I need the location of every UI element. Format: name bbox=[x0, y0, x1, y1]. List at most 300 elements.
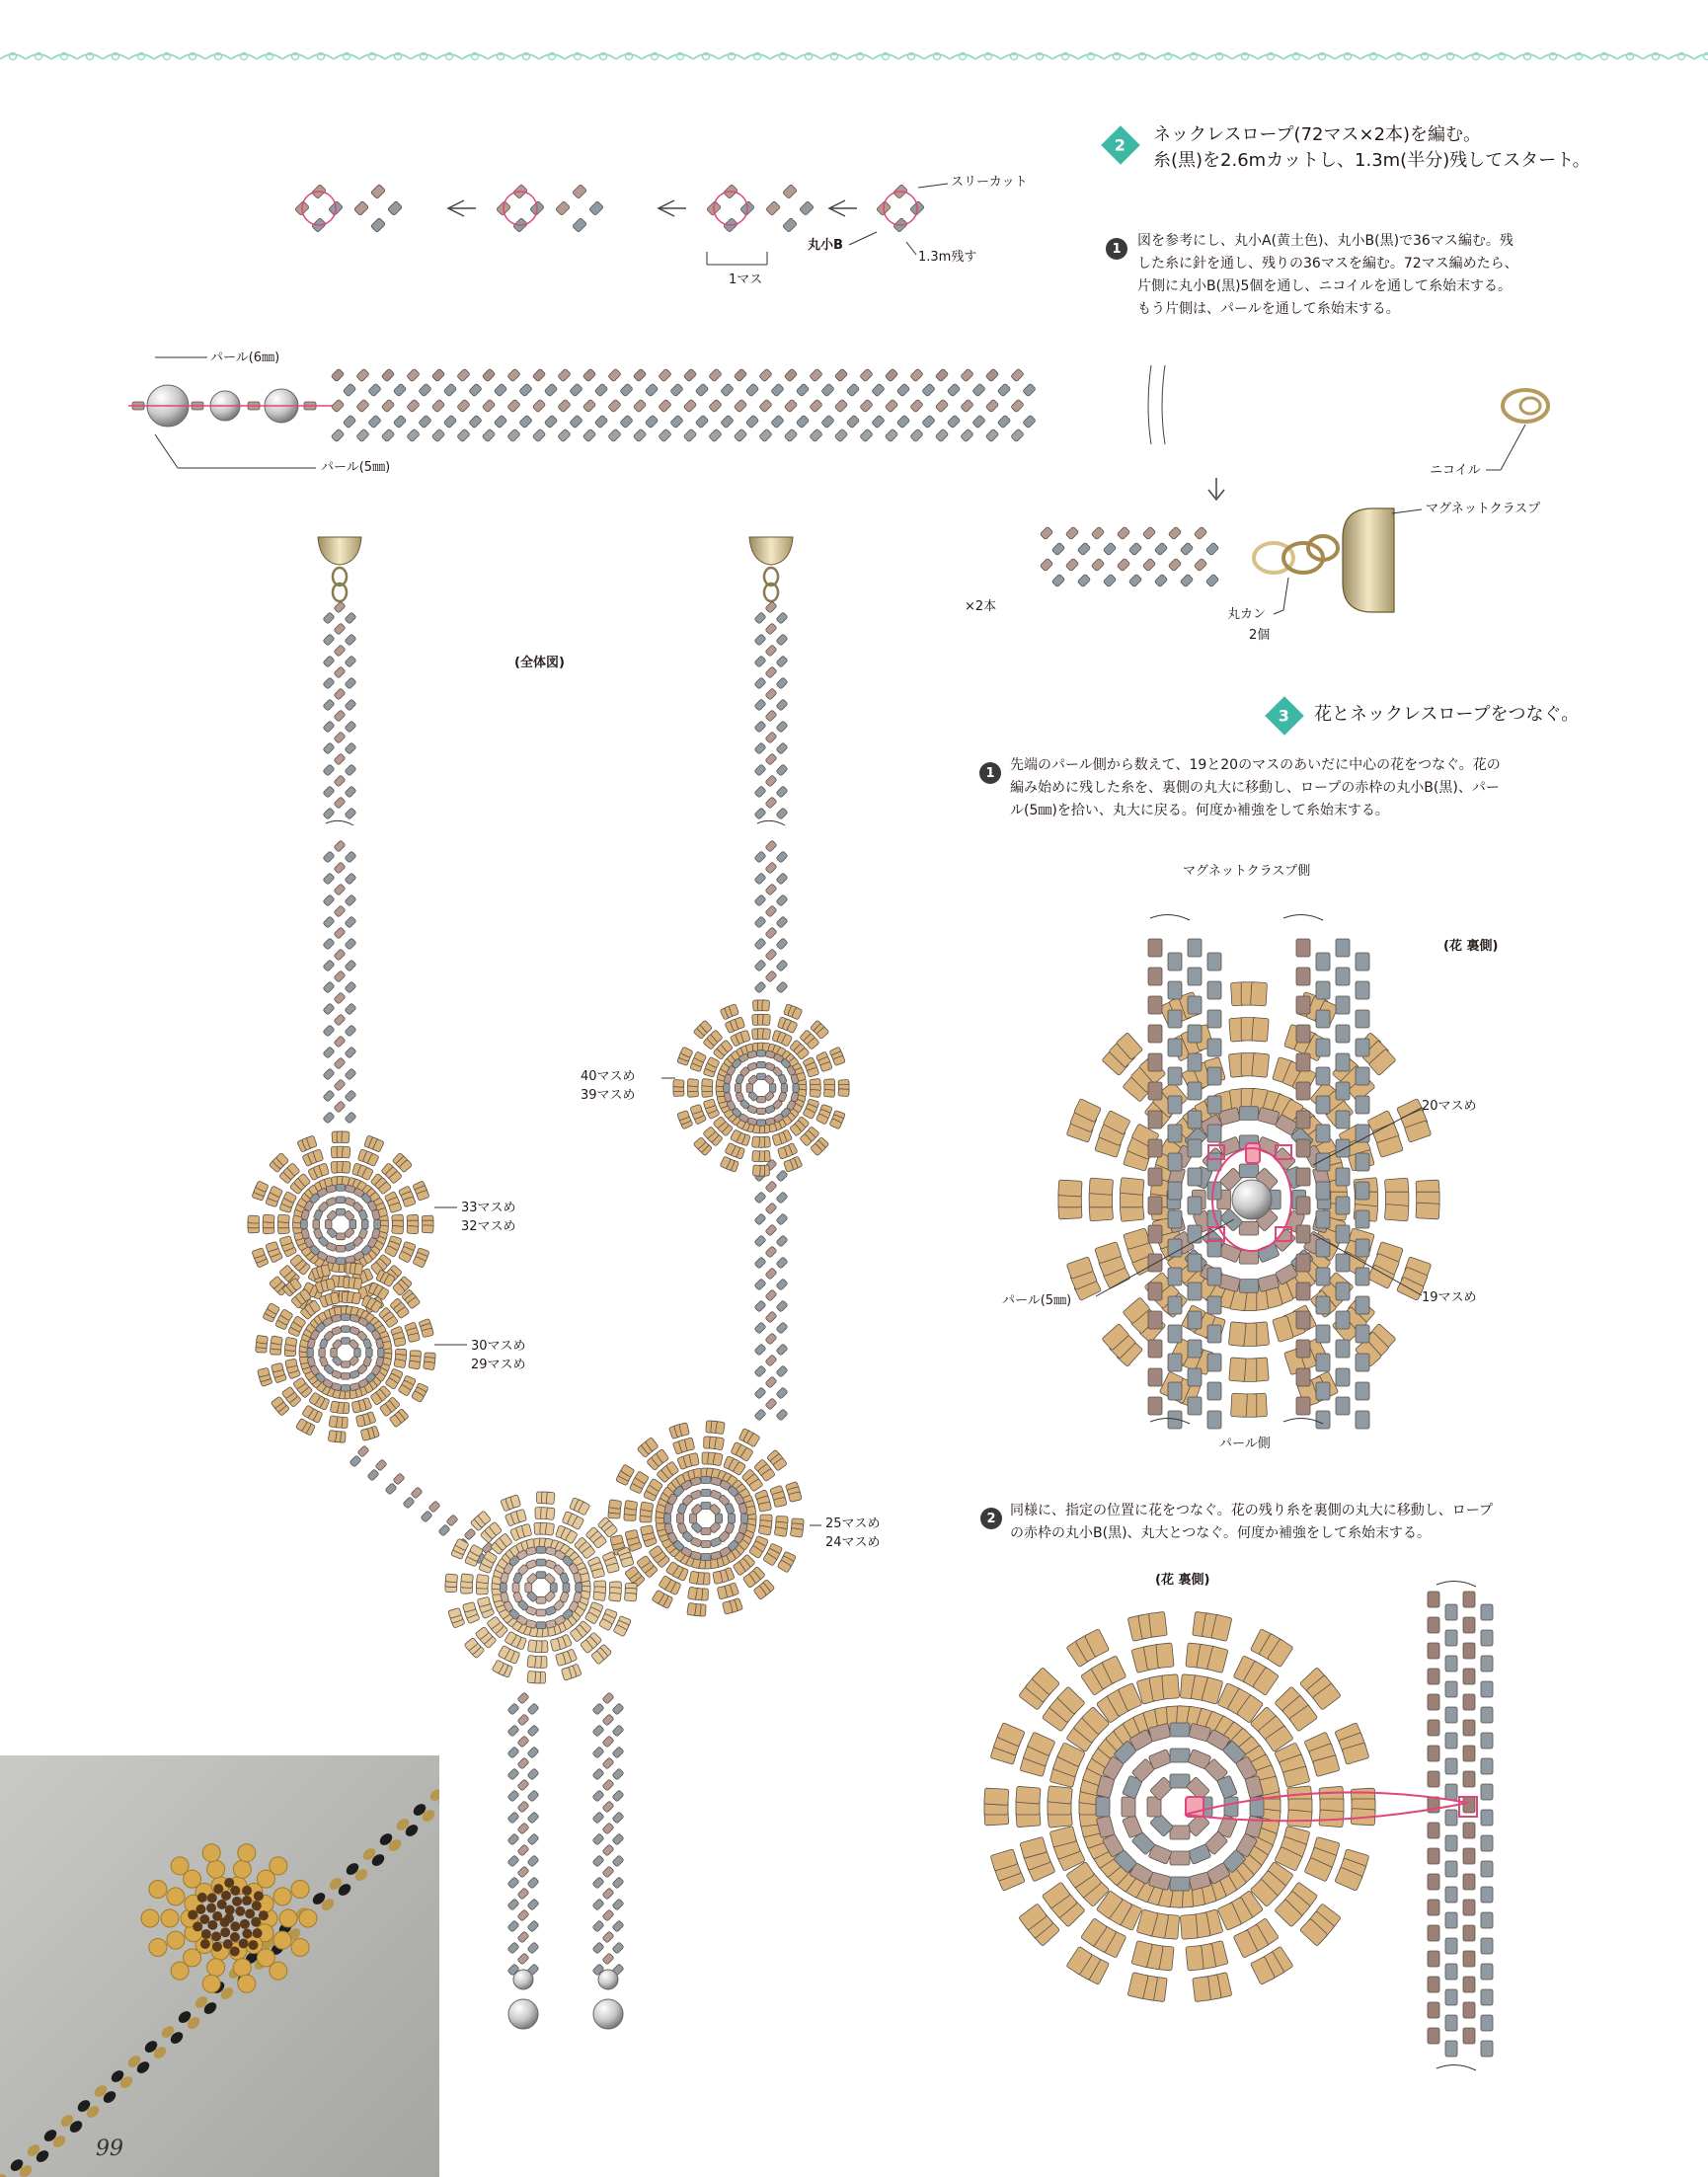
bead bbox=[1336, 1283, 1350, 1300]
bead bbox=[527, 1703, 539, 1715]
bead bbox=[1156, 1643, 1174, 1668]
bead bbox=[1445, 1887, 1457, 1903]
bead bbox=[517, 1953, 529, 1965]
bead bbox=[1194, 558, 1206, 571]
step3-sub1-line: 先端のパール側から数えて、19と20のマスのあいだに中心の花をつなぐ。花の bbox=[1010, 757, 1501, 773]
bead bbox=[1316, 1210, 1330, 1228]
bead bbox=[1481, 1681, 1493, 1697]
photo-petal bbox=[167, 1931, 185, 1949]
photo-center bbox=[232, 1897, 242, 1906]
step2-number-badge: 2 bbox=[1101, 125, 1140, 165]
bead bbox=[754, 1322, 766, 1334]
bead bbox=[776, 612, 788, 624]
bead bbox=[1428, 1720, 1439, 1736]
bead bbox=[1481, 1835, 1493, 1851]
photo-center bbox=[212, 1942, 222, 1952]
bead bbox=[776, 656, 788, 667]
bead bbox=[754, 1213, 766, 1225]
sample-photo bbox=[0, 1755, 439, 2177]
bead bbox=[922, 383, 935, 396]
bead bbox=[972, 415, 985, 428]
step2-sub1-line: もう片側は、パールを通して糸始末する。 bbox=[1137, 301, 1400, 317]
bead bbox=[271, 1336, 282, 1345]
bead bbox=[1356, 981, 1369, 999]
bead bbox=[1142, 558, 1155, 571]
bead bbox=[1065, 558, 1078, 571]
bead bbox=[1428, 1746, 1439, 1761]
bead bbox=[592, 1855, 604, 1867]
bead bbox=[431, 399, 444, 412]
bead bbox=[1356, 1153, 1369, 1171]
bead bbox=[709, 368, 722, 381]
bead bbox=[1428, 1951, 1439, 1967]
photo-center bbox=[213, 1884, 223, 1894]
bead bbox=[345, 721, 356, 733]
bead bbox=[1445, 1989, 1457, 2005]
bead bbox=[721, 415, 734, 428]
label-one-masu: 1マス bbox=[729, 272, 763, 287]
bead bbox=[1048, 1786, 1072, 1804]
bead bbox=[1428, 1977, 1439, 1992]
bead bbox=[1180, 1914, 1198, 1939]
bead bbox=[345, 1025, 356, 1037]
bead bbox=[872, 415, 885, 428]
bead bbox=[323, 851, 335, 863]
photo-petal bbox=[273, 1931, 291, 1949]
bead bbox=[527, 1942, 539, 1954]
bead bbox=[766, 201, 781, 216]
bead bbox=[758, 1502, 771, 1512]
bead bbox=[1356, 1182, 1369, 1200]
bead bbox=[1207, 1296, 1221, 1314]
bead bbox=[1316, 1411, 1330, 1429]
bead bbox=[1428, 1900, 1439, 1915]
step2-sub1-line: した糸に針を通し、残りの36マスを編む。72マス編めたら、 bbox=[1137, 256, 1518, 272]
bead bbox=[1168, 1239, 1182, 1257]
bead bbox=[910, 428, 923, 441]
bead bbox=[1148, 1082, 1162, 1100]
bead bbox=[476, 1574, 489, 1583]
bead bbox=[1148, 1225, 1162, 1243]
bead bbox=[443, 415, 456, 428]
bead bbox=[1336, 1168, 1350, 1186]
bead bbox=[345, 786, 356, 798]
bead bbox=[765, 927, 777, 939]
bead bbox=[765, 688, 777, 700]
bead bbox=[754, 612, 766, 624]
bead bbox=[776, 677, 788, 689]
bead bbox=[1205, 574, 1218, 586]
bead bbox=[793, 1084, 799, 1093]
bead bbox=[507, 1920, 519, 1932]
bead bbox=[323, 721, 335, 733]
bead bbox=[1316, 1010, 1330, 1028]
bead bbox=[1463, 1900, 1475, 1915]
arrow-down-icon bbox=[1208, 478, 1224, 500]
bead bbox=[734, 428, 746, 441]
bead bbox=[582, 399, 595, 412]
bead bbox=[345, 699, 356, 711]
bead bbox=[602, 1779, 614, 1791]
break-mark bbox=[1162, 365, 1165, 444]
bead bbox=[1445, 1707, 1457, 1723]
bead bbox=[1296, 1340, 1310, 1358]
bead bbox=[754, 786, 766, 798]
flower bbox=[608, 1421, 804, 1616]
bead bbox=[612, 1812, 624, 1824]
leader-line bbox=[155, 434, 178, 468]
bead bbox=[592, 1833, 604, 1845]
bead bbox=[1194, 526, 1206, 539]
bead bbox=[776, 1300, 788, 1312]
bead bbox=[1154, 542, 1167, 555]
bead bbox=[776, 699, 788, 711]
bead bbox=[1296, 1053, 1310, 1071]
bead bbox=[1445, 1938, 1457, 1954]
bead bbox=[1207, 1325, 1221, 1343]
bead bbox=[690, 1490, 702, 1500]
bead bbox=[612, 1877, 624, 1889]
bead bbox=[334, 666, 346, 678]
bead bbox=[354, 1348, 360, 1357]
bead bbox=[1091, 526, 1104, 539]
bead bbox=[757, 1073, 766, 1079]
bead bbox=[331, 428, 344, 441]
bead bbox=[330, 1401, 339, 1413]
bead bbox=[1428, 1771, 1439, 1787]
bead bbox=[624, 1593, 637, 1601]
bead bbox=[734, 399, 746, 412]
bead bbox=[770, 1084, 776, 1093]
bead bbox=[345, 873, 356, 885]
bead bbox=[1356, 1039, 1369, 1056]
bead bbox=[256, 1335, 268, 1344]
photo-petal bbox=[141, 1909, 159, 1927]
bead bbox=[345, 742, 356, 754]
bead bbox=[349, 1369, 360, 1378]
bead bbox=[1336, 1340, 1350, 1358]
bead bbox=[754, 1257, 766, 1269]
leader-line bbox=[1274, 610, 1283, 614]
bead bbox=[659, 399, 671, 412]
bead bbox=[896, 415, 909, 428]
bead bbox=[745, 383, 758, 396]
bead bbox=[334, 710, 346, 722]
bead bbox=[985, 368, 998, 381]
overall-title: (全体図) bbox=[514, 656, 565, 670]
bead bbox=[1117, 558, 1129, 571]
bead bbox=[527, 1656, 536, 1669]
bead bbox=[374, 1219, 381, 1229]
bead bbox=[527, 1920, 539, 1932]
bead bbox=[947, 415, 960, 428]
photo-petal bbox=[291, 1880, 309, 1898]
bead bbox=[776, 1192, 788, 1204]
bead bbox=[1168, 558, 1181, 571]
bead bbox=[527, 1855, 539, 1867]
photo-petal bbox=[273, 1888, 291, 1905]
bead bbox=[507, 1855, 519, 1867]
pearl bbox=[508, 1999, 538, 2029]
bead bbox=[765, 753, 777, 765]
bead bbox=[821, 383, 834, 396]
bead bbox=[357, 1445, 369, 1457]
bead bbox=[323, 808, 335, 819]
bead bbox=[407, 1225, 419, 1233]
bead bbox=[612, 1920, 624, 1932]
bead bbox=[544, 383, 557, 396]
bead bbox=[527, 1671, 536, 1683]
step3-sub1-line: 編み始めに残した糸を、裏側の丸大に移動し、ロープの赤枠の丸小B(黒)、パー bbox=[1010, 780, 1500, 796]
bead bbox=[536, 1559, 546, 1566]
bead bbox=[765, 1376, 777, 1388]
bead bbox=[1077, 574, 1090, 586]
bead bbox=[323, 634, 335, 646]
bead bbox=[1148, 1368, 1162, 1386]
bead bbox=[1445, 1681, 1457, 1697]
bead bbox=[1356, 1096, 1369, 1114]
bead bbox=[527, 1747, 539, 1758]
bead bbox=[345, 808, 356, 819]
bead bbox=[765, 1203, 777, 1214]
bead bbox=[1296, 1197, 1310, 1214]
bead bbox=[517, 1866, 529, 1878]
bead bbox=[1162, 1674, 1180, 1699]
bead bbox=[645, 415, 658, 428]
bead bbox=[469, 415, 482, 428]
bead bbox=[961, 399, 973, 412]
bead bbox=[1316, 1125, 1330, 1142]
bead bbox=[602, 1757, 614, 1769]
bead bbox=[1445, 1912, 1457, 1928]
step3-sub2-badge: 2 bbox=[980, 1508, 1002, 1529]
bead bbox=[896, 383, 909, 396]
bead bbox=[536, 1546, 546, 1553]
bead bbox=[947, 383, 960, 396]
label-three-cut: スリーカット bbox=[951, 175, 1028, 190]
bead bbox=[559, 1572, 569, 1584]
bead bbox=[345, 612, 356, 624]
bead bbox=[592, 1942, 604, 1954]
bead bbox=[1148, 968, 1162, 985]
bead bbox=[1428, 1823, 1439, 1838]
label-20masu: 20マスめ bbox=[1422, 1099, 1477, 1114]
photo-bead bbox=[427, 1787, 439, 1804]
bead bbox=[1316, 1268, 1330, 1285]
bead bbox=[328, 1431, 337, 1442]
bead bbox=[482, 428, 495, 441]
bead bbox=[393, 1473, 405, 1485]
bead bbox=[341, 1326, 349, 1332]
bead bbox=[885, 428, 897, 441]
bead bbox=[563, 1583, 570, 1593]
bead bbox=[1463, 1720, 1475, 1736]
bead bbox=[1051, 574, 1064, 586]
bead bbox=[765, 1224, 777, 1236]
label-times-two: ×2本 bbox=[965, 599, 997, 614]
bead bbox=[612, 1899, 624, 1910]
bead bbox=[1316, 1325, 1330, 1343]
bead bbox=[670, 415, 683, 428]
bead bbox=[323, 1090, 335, 1102]
bead bbox=[1170, 1723, 1190, 1737]
label-29masu: 29マスめ bbox=[471, 1358, 526, 1372]
bead bbox=[1336, 1025, 1350, 1043]
bead bbox=[765, 623, 777, 635]
bead bbox=[1091, 558, 1104, 571]
bead bbox=[1336, 1111, 1350, 1128]
photo-petal bbox=[207, 1860, 225, 1878]
bead bbox=[1168, 1210, 1182, 1228]
photo-center bbox=[188, 1910, 197, 1920]
photo-petal bbox=[167, 1888, 185, 1905]
bead bbox=[997, 383, 1010, 396]
bead bbox=[1481, 1707, 1493, 1723]
bead bbox=[783, 218, 798, 233]
bead bbox=[1481, 1733, 1493, 1749]
bead bbox=[393, 383, 406, 396]
bead bbox=[1188, 968, 1202, 985]
bead bbox=[1356, 1125, 1369, 1142]
bead bbox=[776, 764, 788, 776]
break-mark bbox=[757, 820, 785, 825]
bead bbox=[1356, 953, 1369, 971]
bead bbox=[334, 601, 346, 613]
bead bbox=[1296, 1168, 1310, 1186]
bead bbox=[507, 1747, 519, 1758]
bead bbox=[1040, 526, 1052, 539]
bead bbox=[1336, 996, 1350, 1014]
bead bbox=[781, 1084, 787, 1093]
bead bbox=[573, 185, 587, 199]
bead bbox=[776, 1322, 788, 1334]
step2-title-line1: ネックレスロープ(72マス×2本)を編む。 bbox=[1153, 124, 1482, 145]
photo-petal bbox=[149, 1939, 167, 1957]
bead bbox=[361, 1219, 368, 1229]
bead bbox=[765, 862, 777, 874]
bead bbox=[345, 1090, 356, 1102]
bead bbox=[725, 1503, 735, 1515]
bead bbox=[592, 1747, 604, 1758]
bead bbox=[336, 1208, 346, 1215]
bead bbox=[1416, 1203, 1439, 1219]
bead bbox=[1463, 1694, 1475, 1710]
bead bbox=[687, 1587, 697, 1599]
bead bbox=[334, 645, 346, 657]
bead bbox=[1356, 1382, 1369, 1400]
bead bbox=[776, 1257, 788, 1269]
bead bbox=[776, 894, 788, 906]
bead bbox=[810, 428, 822, 441]
label-maru-b: 丸小B bbox=[808, 238, 843, 253]
bead bbox=[1428, 2002, 1439, 2018]
bead bbox=[517, 1823, 529, 1834]
bead bbox=[754, 1365, 766, 1377]
bead bbox=[765, 710, 777, 722]
photo-petal bbox=[299, 1909, 317, 1927]
bead bbox=[935, 368, 948, 381]
bead bbox=[612, 1768, 624, 1780]
bead bbox=[754, 677, 766, 689]
bead bbox=[345, 656, 356, 667]
bead bbox=[1296, 1283, 1310, 1300]
bead bbox=[715, 1422, 725, 1435]
bead bbox=[1239, 1280, 1259, 1293]
photo-center bbox=[199, 1914, 209, 1924]
flower-back1-title: (花 裏側) bbox=[1443, 939, 1499, 954]
bead bbox=[334, 623, 346, 635]
bead bbox=[351, 1401, 360, 1413]
flower bbox=[445, 1492, 637, 1683]
photo-center bbox=[248, 1940, 258, 1950]
bead bbox=[754, 721, 766, 733]
photo-center bbox=[239, 1939, 249, 1949]
bead bbox=[1148, 1197, 1162, 1214]
bead bbox=[1463, 1848, 1475, 1864]
bead bbox=[1188, 1053, 1202, 1071]
bead bbox=[1287, 1810, 1312, 1827]
bead bbox=[1207, 1096, 1221, 1114]
bead bbox=[1239, 1250, 1259, 1264]
bead bbox=[985, 399, 998, 412]
photo-center bbox=[230, 1946, 240, 1956]
bead bbox=[602, 1888, 614, 1900]
bead bbox=[612, 1942, 624, 1954]
bead bbox=[368, 415, 381, 428]
bead bbox=[602, 1736, 614, 1748]
bead bbox=[407, 428, 420, 441]
bead bbox=[323, 764, 335, 776]
bead bbox=[608, 368, 621, 381]
bead bbox=[443, 383, 456, 396]
bead bbox=[326, 1197, 337, 1206]
bead bbox=[1356, 1239, 1369, 1257]
bead bbox=[582, 368, 595, 381]
bead bbox=[558, 399, 571, 412]
bead bbox=[1463, 2002, 1475, 2018]
bead bbox=[1229, 1358, 1246, 1382]
bead bbox=[935, 399, 948, 412]
bead bbox=[1207, 953, 1221, 971]
bead bbox=[1336, 1082, 1350, 1100]
bead bbox=[670, 383, 683, 396]
bead bbox=[517, 1757, 529, 1769]
bead bbox=[334, 905, 346, 917]
bead bbox=[507, 1899, 519, 1910]
step3-title: 花とネックレスロープをつなぐ。 bbox=[1314, 704, 1580, 725]
bead bbox=[747, 1062, 758, 1071]
bead bbox=[1445, 2041, 1457, 2057]
bead bbox=[702, 1078, 713, 1086]
bead bbox=[734, 368, 746, 381]
bead bbox=[1336, 1139, 1350, 1157]
bead bbox=[1316, 1296, 1330, 1314]
bead bbox=[608, 399, 621, 412]
bead bbox=[776, 808, 788, 819]
label-25masu: 25マスめ bbox=[825, 1516, 881, 1531]
bead bbox=[715, 1438, 725, 1450]
bead bbox=[1316, 953, 1330, 971]
bead bbox=[1117, 526, 1129, 539]
bead bbox=[507, 1877, 519, 1889]
step3-number-badge: 3 bbox=[1265, 696, 1304, 736]
bead bbox=[759, 399, 772, 412]
bead bbox=[330, 1292, 339, 1304]
bead bbox=[438, 1524, 450, 1536]
bead bbox=[754, 808, 766, 819]
bead bbox=[754, 981, 766, 993]
bead bbox=[810, 1089, 820, 1097]
